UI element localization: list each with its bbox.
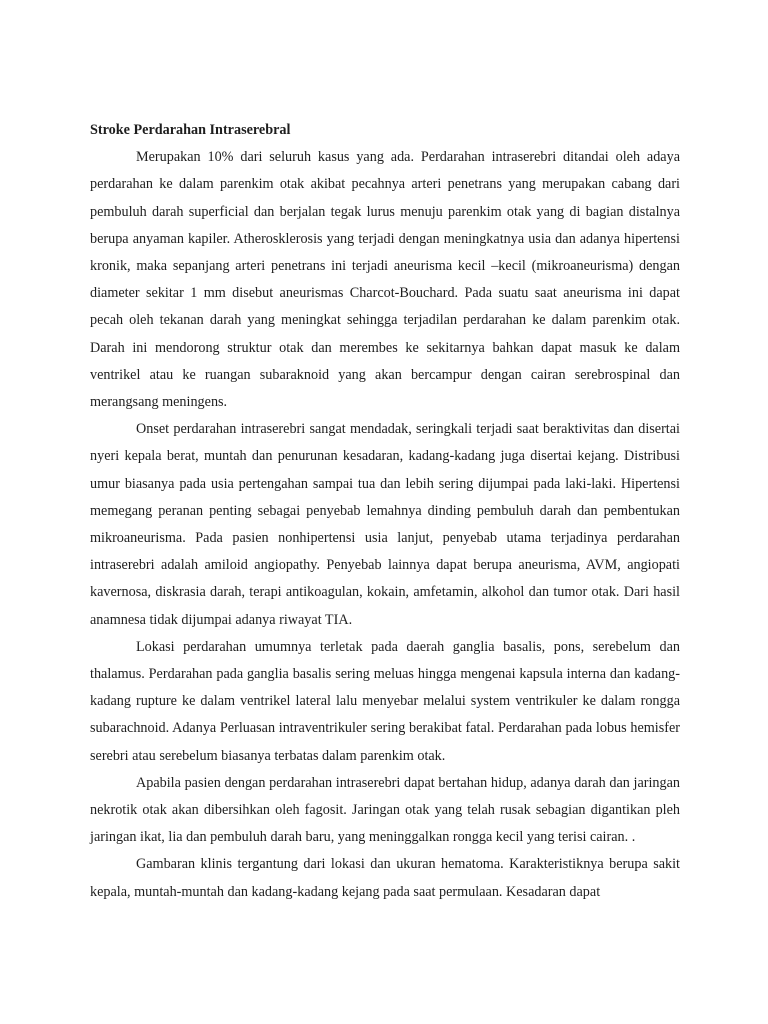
paragraph-2: Onset perdarahan intraserebri sangat mendadak, seringkali terjadi saat beraktivitas dan disertai nyeri kepala berat, muntah dan penurunan kesadaran, kadang-kadang juga disertai kejang. Distribusi umur biasanya pada usia pertengahan sampai tua dan lebih sering dijumpai pada laki-laki. Hipertensi memegang peranan penting sebagai penyebab lemahnya dinding pembuluh darah dan pembentukan mikroaneurisma. Pada pasien nonhipertensi usia lanjut, penyebab utama terjadinya perdarahan intraserebri adalah amiloid angiopathy. Penyebab lainnya dapat berupa aneurisma, AVM, angiopati kavernosa, diskrasia darah, terapi antikoagulan, kokain, amfetamin, alkohol dan tumor otak. Dari hasil anamnesa tidak dijumpai adanya riwayat TIA. [90, 421, 680, 628]
section-heading: Stroke Perdarahan Intraserebral [90, 122, 291, 138]
paragraph-1: Merupakan 10% dari seluruh kasus yang ada. Perdarahan intraserebri ditandai oleh adaya perdarahan ke dalam parenkim otak akibat pecahnya arteri penetrans yang merupakan cabang dari pembuluh darah superficial dan berjalan tegak lurus menuju parenkim otak yang di bagian distalnya berupa anyaman kapiler. Atherosklerosis yang terjadi dengan meningkatnya usia dan adanya hipertensi kronik, maka sepanjang arteri penetrans ini terjadi aneurisma kecil –kecil (mikroaneurisma) dengan diameter sekitar 1 mm disebut aneurismas Charcot-Bouchard. Pada suatu saat aneurisma ini dapat pecah oleh tekanan darah yang meningkat sehingga terjadilan perdarahan ke dalam parenkim otak. Darah ini mendorong struktur otak dan merembes ke sekitarnya bahkan dapat masuk ke dalam ventrikel atau ke ruangan subaraknoid yang akan bercampur dengan cairan serebrospinal dan merangsang meningens. [90, 149, 680, 411]
paragraph-3: Lokasi perdarahan umumnya terletak pada daerah ganglia basalis, pons, serebelum dan thalamus. Perdarahan pada ganglia basalis sering meluas hingga mengenai kapsula interna dan kadang-kadang rupture ke dalam ventrikel lateral lalu menyebar melalui system ventrikuler ke dalam rongga subarachnoid. Adanya Perluasan intraventrikuler sering berakibat fatal. Perdarahan pada lobus hemisfer serebri atau serebelum biasanya terbatas dalam parenkim otak. [90, 638, 680, 764]
paragraph-4: Apabila pasien dengan perdarahan intraserebri dapat bertahan hidup, adanya darah dan jaringan nekrotik otak akan dibersihkan oleh fagosit. Jaringan otak yang telah rusak sebagian digantikan pleh jaringan ikat, lia dan pembuluh darah baru, yang meninggalkan rongga kecil yang terisi cairan. . [90, 774, 680, 846]
document-body [90, 117, 680, 906]
paragraph-5: Gambaran klinis tergantung dari lokasi dan ukuran hematoma. Karakteristiknya berupa sakit kepala, muntah-muntah dan kadang-kadang kejang pada saat permulaan. Kesadaran dapat [90, 856, 680, 900]
